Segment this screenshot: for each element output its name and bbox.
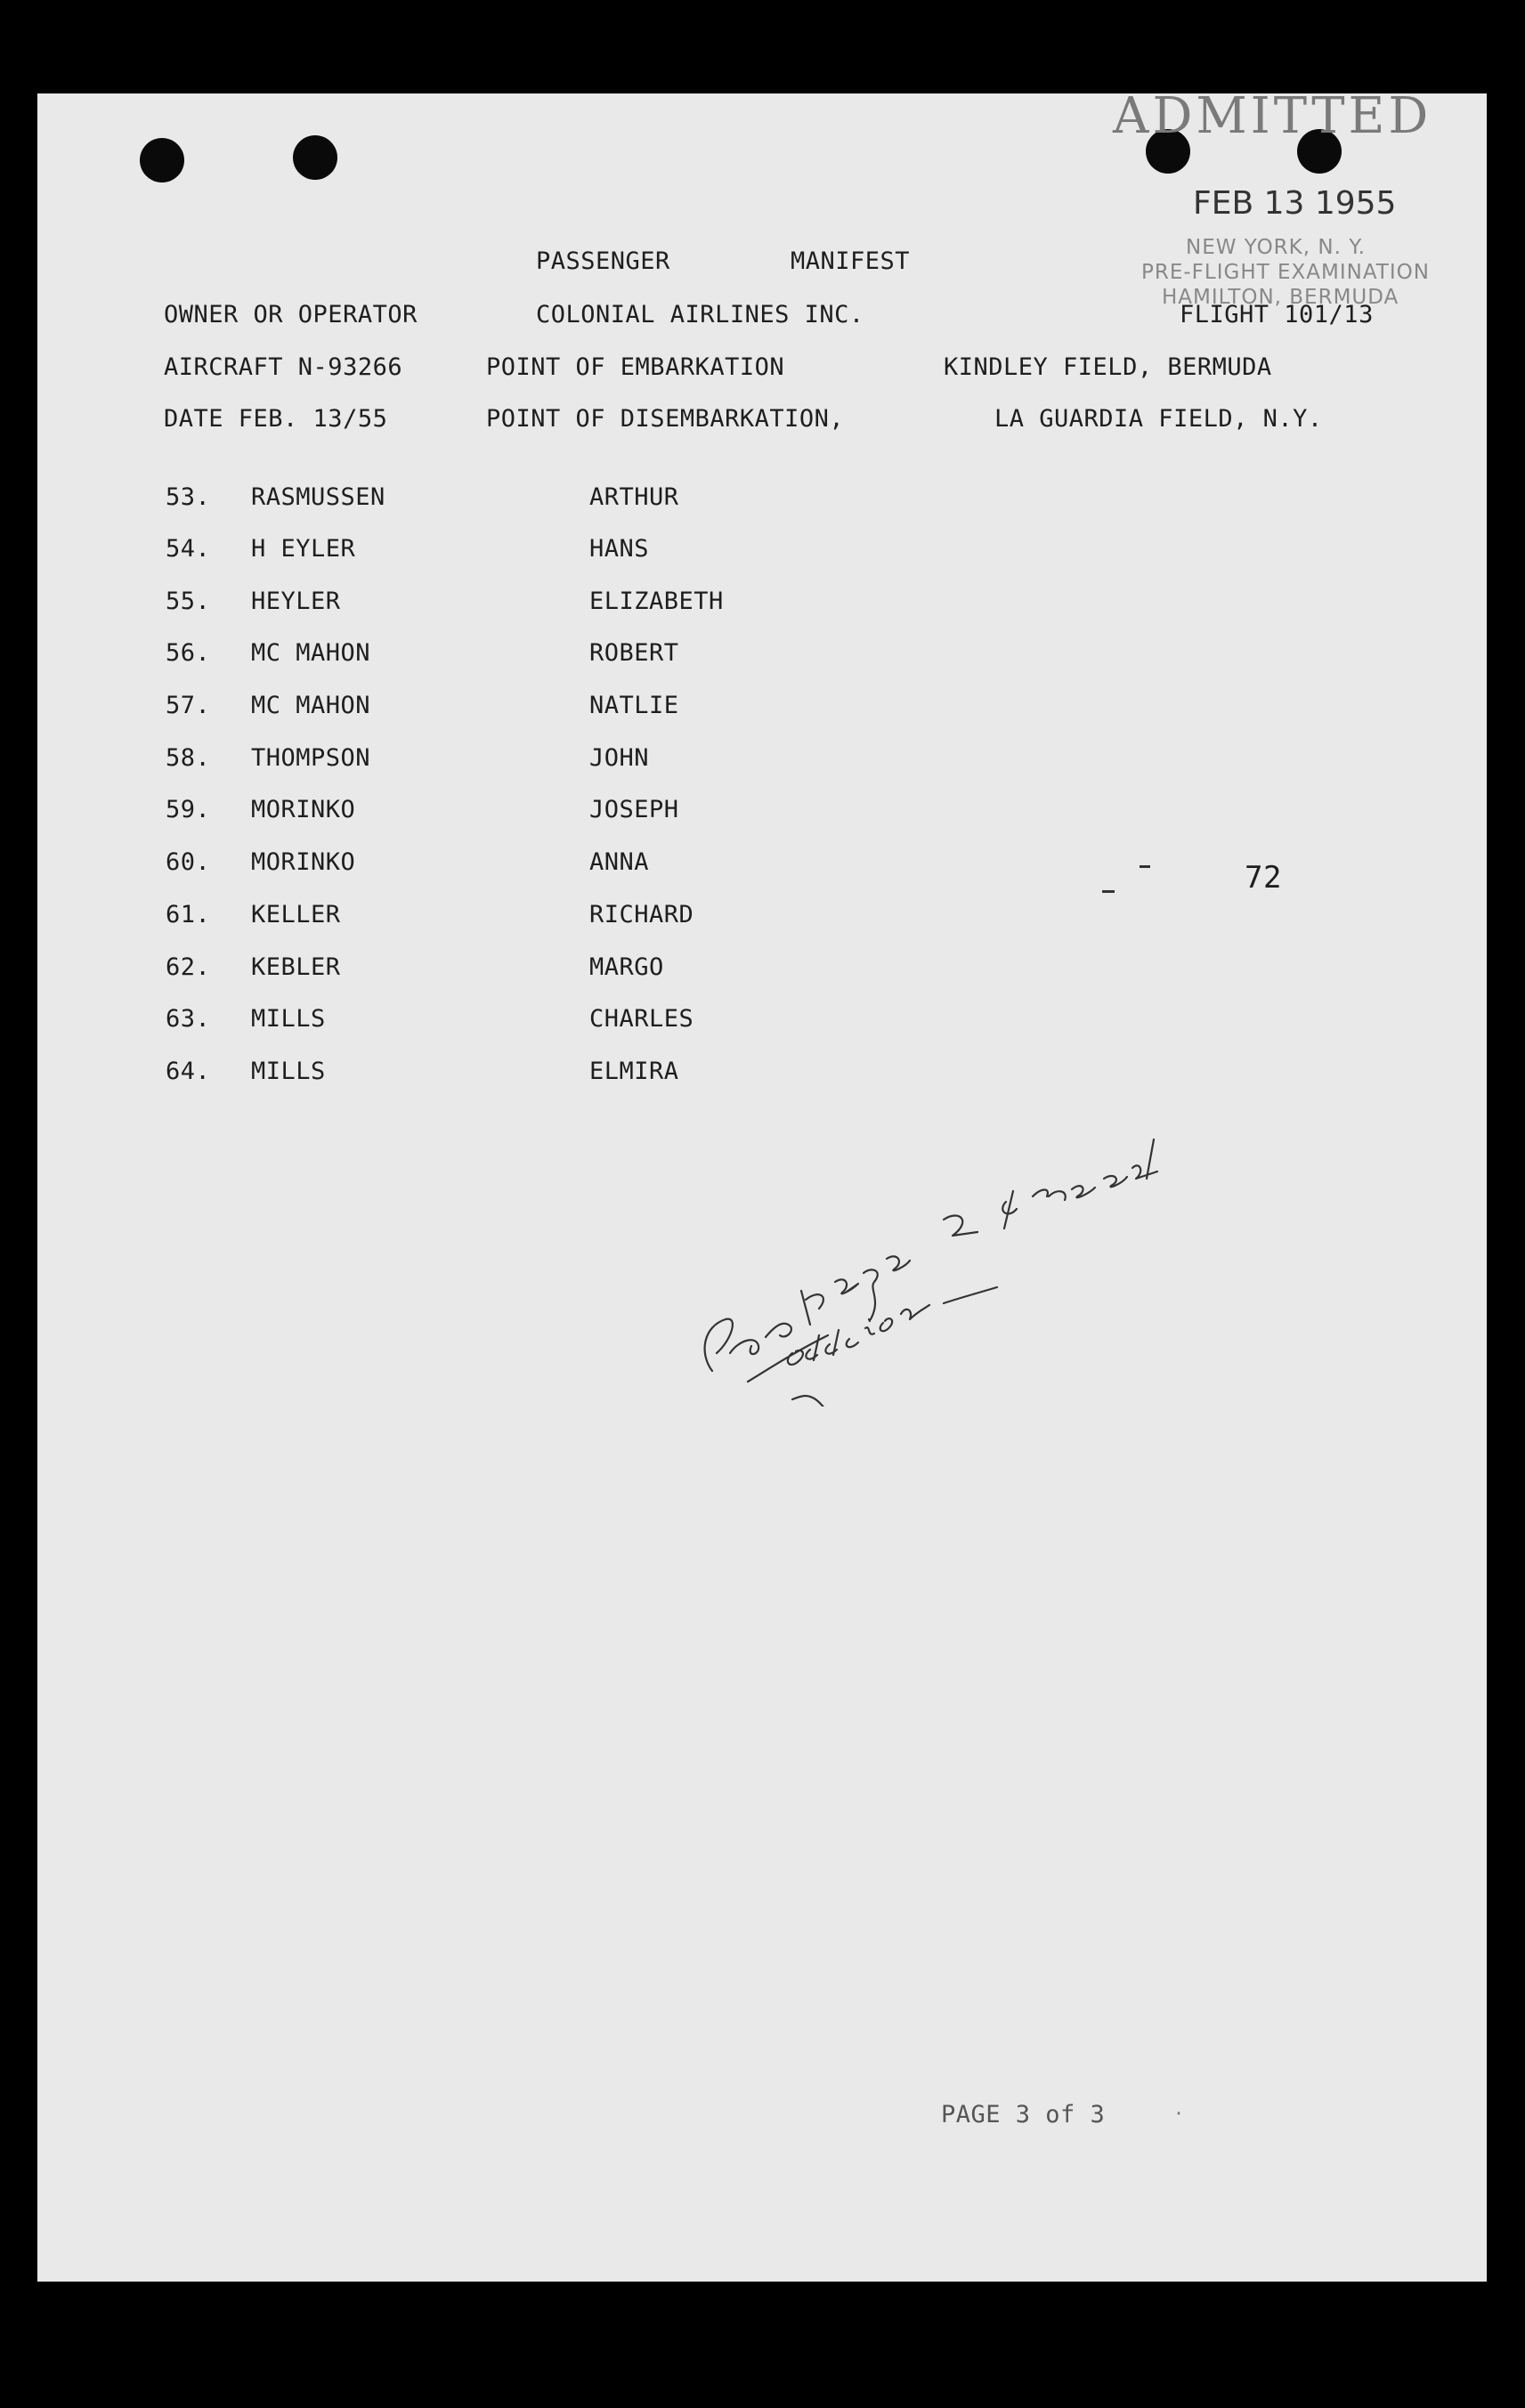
punch-hole-left-2: [293, 135, 337, 180]
passenger-number: 54.: [166, 535, 211, 563]
passenger-row: [0, 796, 1525, 831]
passenger-first-name: ELMIRA: [589, 1058, 679, 1085]
margin-mark: [1140, 865, 1150, 868]
passenger-last-name: KELLER: [251, 901, 341, 928]
passenger-row: [0, 901, 1525, 936]
page-footer: PAGE 3 of 3: [941, 2101, 1106, 2128]
passenger-last-name: H EYLER: [251, 535, 356, 563]
stamp-date: FEB 13 1955: [1193, 185, 1397, 222]
passenger-first-name: MARGO: [589, 953, 664, 981]
passenger-first-name: CHARLES: [589, 1005, 694, 1033]
title-passenger: PASSENGER: [536, 247, 670, 275]
passenger-number: 59.: [166, 796, 211, 823]
passenger-last-name: MC MAHON: [251, 639, 371, 667]
aircraft-number: AIRCRAFT N-93266: [164, 353, 403, 381]
passenger-first-name: ELIZABETH: [589, 588, 724, 615]
passenger-number: 60.: [166, 848, 211, 876]
footer-smudge: ·: [1173, 2103, 1185, 2124]
admitted-stamp: ADMITTED: [1113, 87, 1432, 145]
passenger-last-name: KEBLER: [251, 953, 341, 981]
owner-value: COLONIAL AIRLINES INC.: [536, 301, 864, 328]
manifest-date: DATE FEB. 13/55: [164, 405, 388, 433]
stamp-location: HAMILTON, BERMUDA: [1162, 286, 1399, 309]
passenger-first-name: RICHARD: [589, 901, 694, 928]
owner-label: OWNER OR OPERATOR: [164, 301, 418, 328]
passenger-row: [0, 744, 1525, 780]
passenger-number: 56.: [166, 639, 211, 667]
stamp-city: NEW YORK, N. Y.: [1186, 236, 1366, 259]
passenger-row: [0, 588, 1525, 623]
stamp-examination: PRE-FLIGHT EXAMINATION: [1141, 261, 1430, 284]
disembarkation-value: LA GUARDIA FIELD, N.Y.: [994, 405, 1323, 433]
passenger-first-name: NATLIE: [589, 692, 679, 719]
passenger-number: 63.: [166, 1005, 211, 1033]
passenger-number: 57.: [166, 692, 211, 719]
passenger-number: 62.: [166, 953, 211, 981]
passenger-last-name: MORINKO: [251, 796, 356, 823]
passenger-last-name: MILLS: [251, 1058, 326, 1085]
passenger-row: [0, 848, 1525, 884]
handwritten-note: [677, 1086, 1175, 1407]
passenger-last-name: HEYLER: [251, 588, 341, 615]
passenger-last-name: MC MAHON: [251, 692, 371, 719]
punch-hole-left-1: [140, 138, 184, 182]
title-manifest: MANIFEST: [791, 247, 911, 275]
passenger-last-name: MILLS: [251, 1005, 326, 1033]
passenger-first-name: JOHN: [589, 744, 650, 772]
passenger-number: 53.: [166, 483, 211, 511]
passenger-number: 55.: [166, 588, 211, 615]
passenger-first-name: HANS: [589, 535, 650, 563]
passenger-row: [0, 692, 1525, 727]
embarkation-label: POINT OF EMBARKATION: [486, 353, 785, 381]
passenger-row: [0, 483, 1525, 519]
passenger-first-name: ARTHUR: [589, 483, 679, 511]
passenger-last-name: RASMUSSEN: [251, 483, 385, 511]
passenger-last-name: THOMPSON: [251, 744, 371, 772]
passenger-row: [0, 1005, 1525, 1041]
passenger-first-name: ROBERT: [589, 639, 679, 667]
passenger-row: [0, 953, 1525, 989]
disembarkation-label: POINT OF DISEMBARKATION,: [486, 405, 845, 433]
passenger-first-name: ANNA: [589, 848, 650, 876]
passenger-number: 58.: [166, 744, 211, 772]
passenger-last-name: MORINKO: [251, 848, 356, 876]
passenger-row: [0, 535, 1525, 571]
passenger-number: 64.: [166, 1058, 211, 1085]
margin-note: 72: [1245, 860, 1282, 896]
embarkation-value: KINDLEY FIELD, BERMUDA: [944, 353, 1272, 381]
margin-mark: [1102, 890, 1115, 893]
flight-number: FLIGHT 101/13: [1180, 301, 1374, 328]
passenger-first-name: JOSEPH: [589, 796, 679, 823]
passenger-number: 61.: [166, 901, 211, 928]
passenger-row: [0, 639, 1525, 675]
